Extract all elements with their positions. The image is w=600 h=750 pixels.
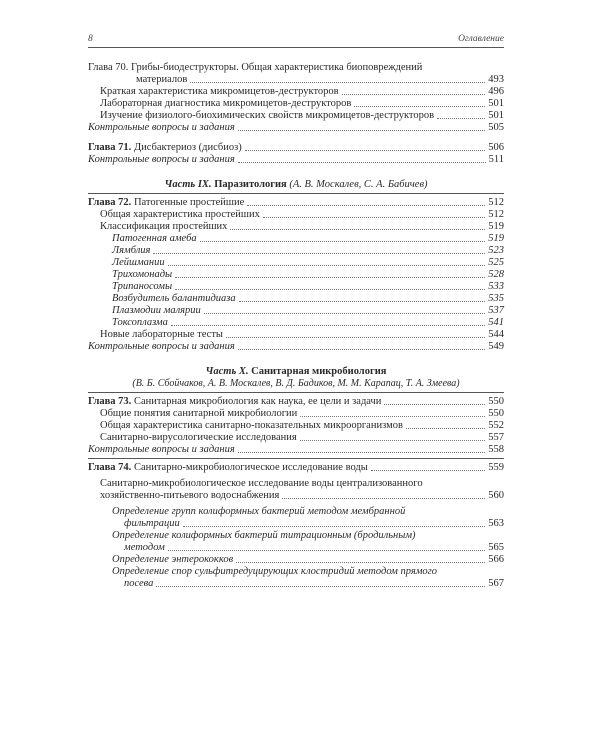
toc-subentry[interactable]: [88, 245, 504, 257]
page-ref: 535: [488, 293, 504, 304]
dot-leader: [190, 82, 485, 83]
entry-label: Определение энтерококков: [112, 554, 234, 565]
toc-entry[interactable]: [88, 420, 504, 432]
page-ref: 560: [488, 490, 504, 501]
dot-leader: [282, 498, 485, 499]
dot-leader: [238, 162, 486, 163]
dot-leader: [230, 229, 485, 230]
entry-label: Санитарно-микробиологическое исследование воды централизованного: [100, 478, 423, 489]
dot-leader: [245, 150, 486, 151]
toc-entry[interactable]: [88, 110, 504, 122]
toc-chapter-73[interactable]: [88, 396, 504, 408]
entry-label: Лямблия: [112, 245, 151, 256]
entry-label: Лейшмании: [112, 257, 165, 268]
page-ref: 501: [488, 110, 504, 121]
entry-label: Контрольные вопросы и задания: [88, 154, 235, 165]
chapter-title: Патогенные простейшие: [133, 197, 245, 208]
page-ref: 533: [488, 281, 504, 292]
toc-subentry[interactable]: [88, 269, 504, 281]
dot-leader: [183, 526, 485, 527]
page-ref: 525: [488, 257, 504, 268]
entry-label: фильтрации: [124, 518, 180, 529]
entry-label: Патогенная амеба: [112, 233, 197, 244]
entry-label: Возбудитель балантидиаза: [112, 293, 236, 304]
page-ref: 541: [488, 317, 504, 328]
dot-leader: [238, 452, 485, 453]
dot-leader: [406, 428, 485, 429]
entry-label: Изучение физиолого-биохимических свойств микромицетов-деструкторов: [100, 110, 435, 121]
toc-subentry[interactable]: [88, 554, 504, 566]
part-heading-10[interactable]: [88, 365, 504, 378]
dot-leader: [238, 349, 485, 350]
dot-leader: [263, 217, 485, 218]
dot-leader: [200, 241, 486, 242]
dot-leader: [236, 562, 485, 563]
page-ref: 496: [488, 86, 504, 97]
dot-leader: [437, 118, 485, 119]
page-ref: 523: [488, 245, 504, 256]
part-authors: (В. Б. Сбойчаков, А. В. Москалев, В. Д. Бадиков, М. М. Карапац, Т. А. Змеева): [132, 378, 460, 389]
dot-leader: [354, 106, 485, 107]
page-ref: 559: [488, 462, 504, 473]
page-ref: 549: [488, 341, 504, 352]
dot-leader: [156, 586, 485, 587]
part-heading-9[interactable]: [88, 178, 504, 191]
toc-control-questions[interactable]: [88, 444, 504, 456]
entry-label: Санитарно-вирусологические исследования: [100, 432, 297, 443]
dot-leader: [371, 470, 485, 471]
dot-leader: [342, 94, 486, 95]
page-ref: 512: [488, 209, 504, 220]
toc-subentry[interactable]: [88, 317, 504, 329]
entry-label: Контрольные вопросы и задания: [88, 444, 235, 455]
entry-label: посева: [124, 578, 154, 589]
entry-label: Новые лабораторные тесты: [100, 329, 223, 340]
toc-subentry[interactable]: [88, 281, 504, 293]
running-header: [88, 34, 504, 48]
toc-control-questions[interactable]: [88, 122, 504, 134]
toc-chapter-71[interactable]: [88, 142, 504, 154]
entry-label: хозяйственно-питьевого водоснабжения: [100, 490, 280, 501]
dot-leader: [168, 550, 485, 551]
toc-control-questions[interactable]: [88, 154, 504, 166]
page-ref: 506: [488, 142, 504, 153]
entry-label: Общая характеристика санитарно-показательных микроорганизмов: [100, 420, 403, 431]
page-ref: 537: [488, 305, 504, 316]
running-title: Оглавление: [458, 34, 504, 44]
dot-leader: [238, 130, 485, 131]
toc-subentry[interactable]: [88, 293, 504, 305]
toc-entry[interactable]: [88, 98, 504, 110]
entry-label: Классификация простейших: [100, 221, 228, 232]
page-ref: 552: [488, 420, 504, 431]
entry-label: Лабораторная диагностика микромицетов-деструкторов: [100, 98, 352, 109]
page-ref: 566: [488, 554, 504, 565]
dot-leader: [153, 253, 485, 254]
chapter-number: Глава 73.: [88, 396, 132, 407]
entry-label: Трихомонады: [112, 269, 173, 280]
page-ref: 550: [488, 396, 504, 407]
entry-label: Токсоплазма: [112, 317, 168, 328]
part-title: Паразитология: [214, 179, 287, 190]
page-ref: 505: [488, 122, 504, 133]
dot-leader: [226, 337, 485, 338]
entry-label: Определение колиформных бактерий титрационным (бродильным): [112, 530, 416, 541]
toc-entry[interactable]: [88, 432, 504, 444]
page-ref: 493: [488, 74, 504, 85]
toc-content: [88, 62, 504, 590]
entry-label: Трипаносомы: [112, 281, 173, 292]
toc-chapter-72[interactable]: [88, 197, 504, 209]
toc-subentry[interactable]: [88, 506, 504, 530]
page-ref: 567: [488, 578, 504, 589]
dot-leader: [171, 325, 485, 326]
entry-label: Плазмодии малярии: [112, 305, 201, 316]
toc-subentry[interactable]: [88, 257, 504, 269]
chapter-number: Глава 74.: [88, 462, 132, 473]
page-ref: 565: [488, 542, 504, 553]
part-label: Часть IX.: [164, 179, 212, 190]
page-ref: 544: [488, 329, 504, 340]
page-ref: 550: [488, 408, 504, 419]
dot-leader: [247, 205, 485, 206]
chapter-title-line: Грибы-биодеструкторы. Общая характеристика биоповреждений: [131, 62, 423, 73]
toc-subentry[interactable]: [88, 305, 504, 317]
page-ref: 501: [488, 98, 504, 109]
entry-label: Общие понятия санитарной микробиологии: [100, 408, 298, 419]
dot-leader: [175, 289, 485, 290]
part-label: Часть X.: [205, 366, 249, 377]
page-ref: 558: [488, 444, 504, 455]
dot-leader: [300, 416, 485, 417]
part-title: Санитарная микробиология: [251, 366, 387, 377]
entry-label: Общая характеристика простейших: [100, 209, 260, 220]
page-ref: 557: [488, 432, 504, 443]
part-authors: (А. В. Москалев, С. А. Бабичев): [289, 179, 428, 190]
entry-label: методом: [124, 542, 165, 553]
entry-label: Краткая характеристика микромицетов-деструкторов: [100, 86, 339, 97]
dot-leader: [384, 404, 485, 405]
chapter-title: Санитарно-микробиологическое исследование воды: [133, 462, 368, 473]
toc-subentry[interactable]: [88, 566, 504, 590]
page-ref: 519: [488, 233, 504, 244]
toc-entry[interactable]: [88, 478, 504, 502]
toc-control-questions[interactable]: [88, 341, 504, 353]
page-ref: 512: [488, 197, 504, 208]
entry-label: Контрольные вопросы и задания: [88, 341, 235, 352]
toc-entry[interactable]: [88, 408, 504, 420]
toc-chapter-70[interactable]: [88, 62, 504, 86]
toc-entry[interactable]: [88, 221, 504, 233]
part-rule: [88, 193, 504, 194]
dot-leader: [300, 440, 486, 441]
entry-label: Контрольные вопросы и задания: [88, 122, 235, 133]
dot-leader: [204, 313, 485, 314]
part-rule: [88, 392, 504, 393]
dot-leader: [239, 301, 486, 302]
toc-subentry[interactable]: [88, 233, 504, 245]
page-ref: 528: [488, 269, 504, 280]
dot-leader: [168, 265, 486, 266]
toc-chapter-74[interactable]: [88, 462, 504, 474]
toc-entry[interactable]: [88, 209, 504, 221]
toc-entry[interactable]: [88, 86, 504, 98]
chapter-title: Санитарная микробиология как наука, ее цели и задачи: [133, 396, 382, 407]
toc-entry[interactable]: [88, 329, 504, 341]
page-ref: 519: [488, 221, 504, 232]
chapter-number: Глава 70.: [88, 62, 129, 73]
chapter-rule: [88, 458, 504, 459]
page-number: 8: [88, 34, 93, 44]
entry-label: Определение спор сульфитредуцирующих клостридий методом прямого: [112, 566, 438, 577]
page-ref: 563: [488, 518, 504, 529]
entry-label: Определение групп колиформных бактерий методом мембранной: [112, 506, 406, 517]
chapter-number: Глава 72.: [88, 197, 132, 208]
chapter-number: Глава 71.: [88, 142, 132, 153]
toc-subentry[interactable]: [88, 530, 504, 554]
page-ref: 511: [488, 154, 504, 165]
dot-leader: [175, 277, 485, 278]
chapter-title-line: материалов: [136, 74, 188, 85]
chapter-title: Дисбактериоз (дисбиоз): [133, 142, 242, 153]
